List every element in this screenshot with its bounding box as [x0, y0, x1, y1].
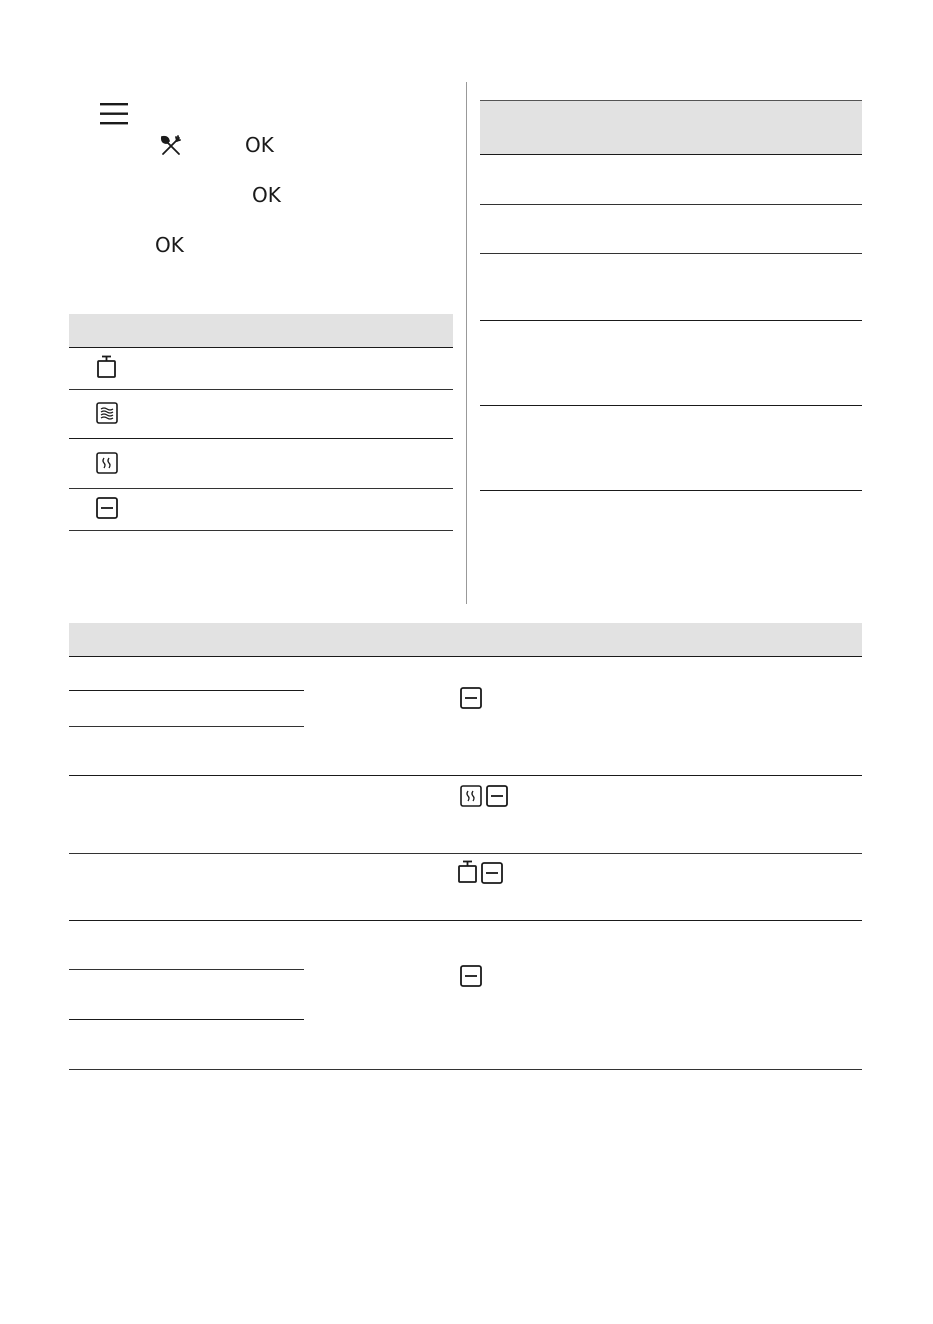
bottom-table-header-rule [69, 656, 862, 657]
bottom-heat-icon [96, 497, 118, 519]
bottom-heat-icon [486, 785, 508, 807]
right-table-header [480, 100, 862, 154]
right-table-row-rule [480, 253, 862, 254]
bottom-table-sub-rule [69, 1019, 304, 1020]
bottom-heat-icon [460, 687, 482, 709]
bottom-table-row-rule [69, 853, 862, 854]
top-heat-icon [460, 785, 482, 807]
bottom-table-bottom-rule [69, 1069, 862, 1070]
function-table-row-rule [69, 488, 453, 489]
bottom-table-sub-rule [69, 969, 304, 970]
ok-label-3: OK [155, 233, 184, 257]
right-table-header-rule [480, 154, 862, 155]
fork-knife-icon [160, 135, 182, 157]
function-table-bottom-rule [69, 530, 453, 531]
bottom-table-sub-rule [69, 690, 304, 691]
function-table-row-rule [69, 389, 453, 390]
function-table-header [69, 314, 453, 347]
menu-icon [100, 103, 128, 125]
right-table-row-rule [480, 405, 862, 406]
right-table-row-rule [480, 320, 862, 321]
moist-heating-icon [96, 402, 118, 424]
bottom-table-header [69, 623, 862, 656]
bottom-heat-icon [460, 965, 482, 987]
function-table-row-rule [69, 438, 453, 439]
bottom-table-row-rule [69, 775, 862, 776]
keep-warm-icon [96, 355, 118, 379]
right-table-bottom-rule [480, 490, 862, 491]
ok-label-2: OK [252, 183, 281, 207]
bottom-table-sub-rule [69, 726, 304, 727]
top-heat-icon [96, 452, 118, 474]
bottom-table-row-rule [69, 920, 862, 921]
column-divider [466, 82, 467, 604]
keep-warm-icon [457, 860, 479, 884]
right-table-header-rule-top [480, 100, 862, 101]
ok-label-1: OK [245, 133, 274, 157]
right-table-row-rule [480, 204, 862, 205]
bottom-heat-icon [481, 862, 503, 884]
function-table-header-rule [69, 347, 453, 348]
